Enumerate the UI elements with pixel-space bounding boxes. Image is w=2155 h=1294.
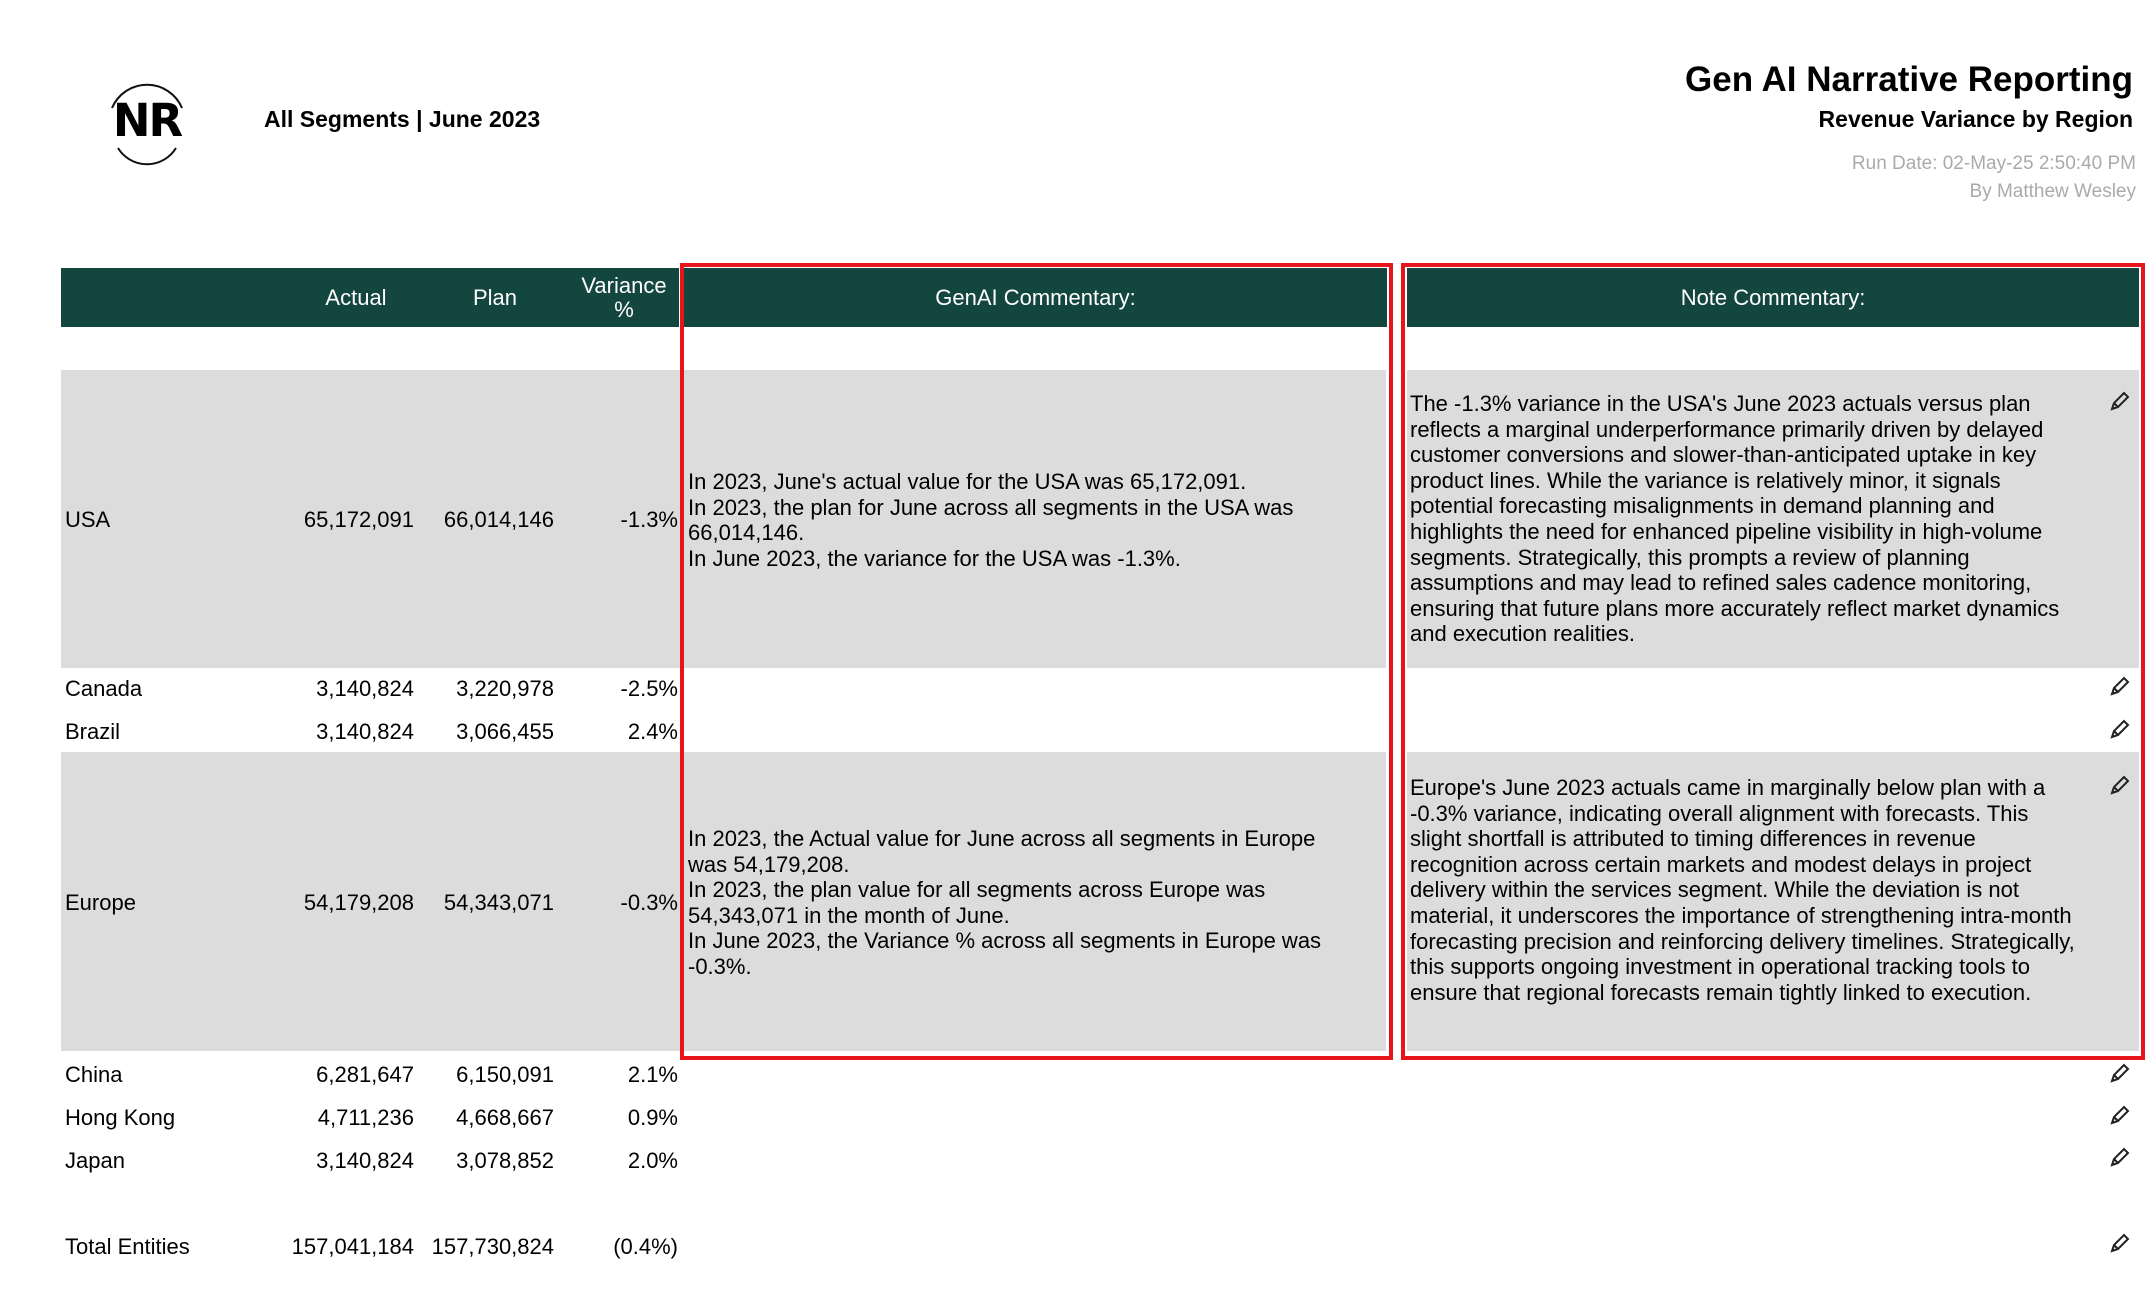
row-variance: -0.3%: [620, 890, 678, 915]
pencil-icon[interactable]: [2109, 1062, 2131, 1084]
total-name: Total Entities: [65, 1234, 190, 1259]
total-plan: 157,730,824: [431, 1234, 554, 1259]
row-plan: 4,668,667: [456, 1105, 554, 1130]
row-variance: 2.4%: [627, 719, 678, 744]
row-name: Hong Kong: [65, 1105, 176, 1130]
row-plan: 66,014,146: [443, 507, 554, 532]
row-name: Japan: [65, 1148, 125, 1173]
column-header-variance-line2: %: [614, 296, 634, 322]
genai-commentary: In 2023, June's actual value for the USA was 65,172,091. In 2023, the plan for June across all segments in the USA was 66,014,146. In June 2023, the variance for the USA was -1.3%.: [688, 469, 1294, 571]
note-commentary: Europe's June 2023 actuals came in marginally below plan with a -0.3% variance, indicating overall alignment with forecasts. This slight shortfall is attributed to timing differences in revenue recognition across certain markets and modest delays in project delivery within the services segment. While the deviation is not material, it underscores the importance of strengthening intra-month forecasting precision and reinforcing delivery timelines. Strategically, this supports ongoing investment in operational tracking tools to ensure that regional forecasts remain tightly linked to execution.: [1410, 775, 2075, 1005]
row-variance: 2.0%: [627, 1148, 678, 1173]
column-header-genai: GenAI Commentary:: [935, 284, 1136, 310]
row-name: China: [65, 1062, 123, 1087]
row-variance: -1.3%: [620, 507, 678, 532]
pencil-icon[interactable]: [2109, 1104, 2131, 1126]
row-name: Brazil: [65, 719, 121, 744]
total-actual: 157,041,184: [291, 1234, 414, 1259]
company-logo: [100, 78, 194, 166]
row-plan: 6,150,091: [456, 1062, 554, 1087]
column-header-note: Note Commentary:: [1680, 284, 1866, 310]
row-name: Europe: [65, 890, 136, 915]
row-name: Canada: [65, 676, 143, 701]
row-name: USA: [65, 507, 111, 532]
row-actual: 65,172,091: [303, 507, 414, 532]
row-actual: 54,179,208: [303, 890, 414, 915]
note-commentary-highlight: [1401, 263, 2145, 1060]
report-author: By Matthew Wesley: [1969, 181, 2136, 202]
run-date: Run Date: 02-May-25 2:50:40 PM: [1851, 153, 2136, 174]
segment-title: All Segments | June 2023: [264, 106, 541, 132]
row-variance: 2.1%: [627, 1062, 678, 1087]
note-commentary: The -1.3% variance in the USA's June 2023 actuals versus plan reflects a marginal underperformance primarily driven by delayed customer conversions and slower-than-anticipated uptake in key product lines. While the variance is relatively minor, it signals potential forecasting misalignments in demand planning and highlights the need for enhanced pipeline visibility in high-volume segments. Strategically, this prompts a review of planning assumptions and may lead to refined sales cadence monitoring, ensuring that future plans more accurately reflect market dynamics and execution realities.: [1410, 391, 2060, 647]
row-plan: 3,220,978: [456, 676, 554, 701]
total-variance: (0.4%): [613, 1234, 678, 1259]
report-subtitle: Revenue Variance by Region: [1818, 106, 2133, 132]
row-plan: 3,078,852: [456, 1148, 554, 1173]
row-actual: 3,140,824: [316, 719, 414, 744]
logo-text: NR: [112, 94, 182, 147]
report-title: Gen AI Narrative Reporting: [1685, 60, 2133, 99]
column-header-variance: [572, 268, 676, 327]
column-header-plan: Plan: [472, 284, 518, 310]
row-variance: 0.9%: [627, 1105, 678, 1130]
pencil-icon[interactable]: [2109, 1232, 2131, 1254]
row-actual: 3,140,824: [316, 676, 414, 701]
row-actual: 4,711,236: [317, 1105, 414, 1130]
column-header-variance-line1: Variance: [581, 272, 667, 298]
row-variance: -2.5%: [620, 676, 678, 701]
genai-commentary: In 2023, the Actual value for June across all segments in Europe was 54,179,208. In 2023, the plan value for all segments across Europe was 54,343,071 in the month of June. In June 2023, the Variance % across all segments in Europe was -0.3%.: [688, 826, 1322, 979]
row-actual: 3,140,824: [316, 1148, 414, 1173]
table-header-values: [61, 268, 679, 327]
pencil-icon[interactable]: [2109, 1146, 2131, 1168]
column-header-actual: Actual: [325, 284, 387, 310]
genai-commentary-highlight: [680, 263, 1393, 1060]
row-plan: 3,066,455: [456, 719, 554, 744]
row-actual: 6,281,647: [316, 1062, 414, 1087]
row-plan: 54,343,071: [443, 890, 554, 915]
